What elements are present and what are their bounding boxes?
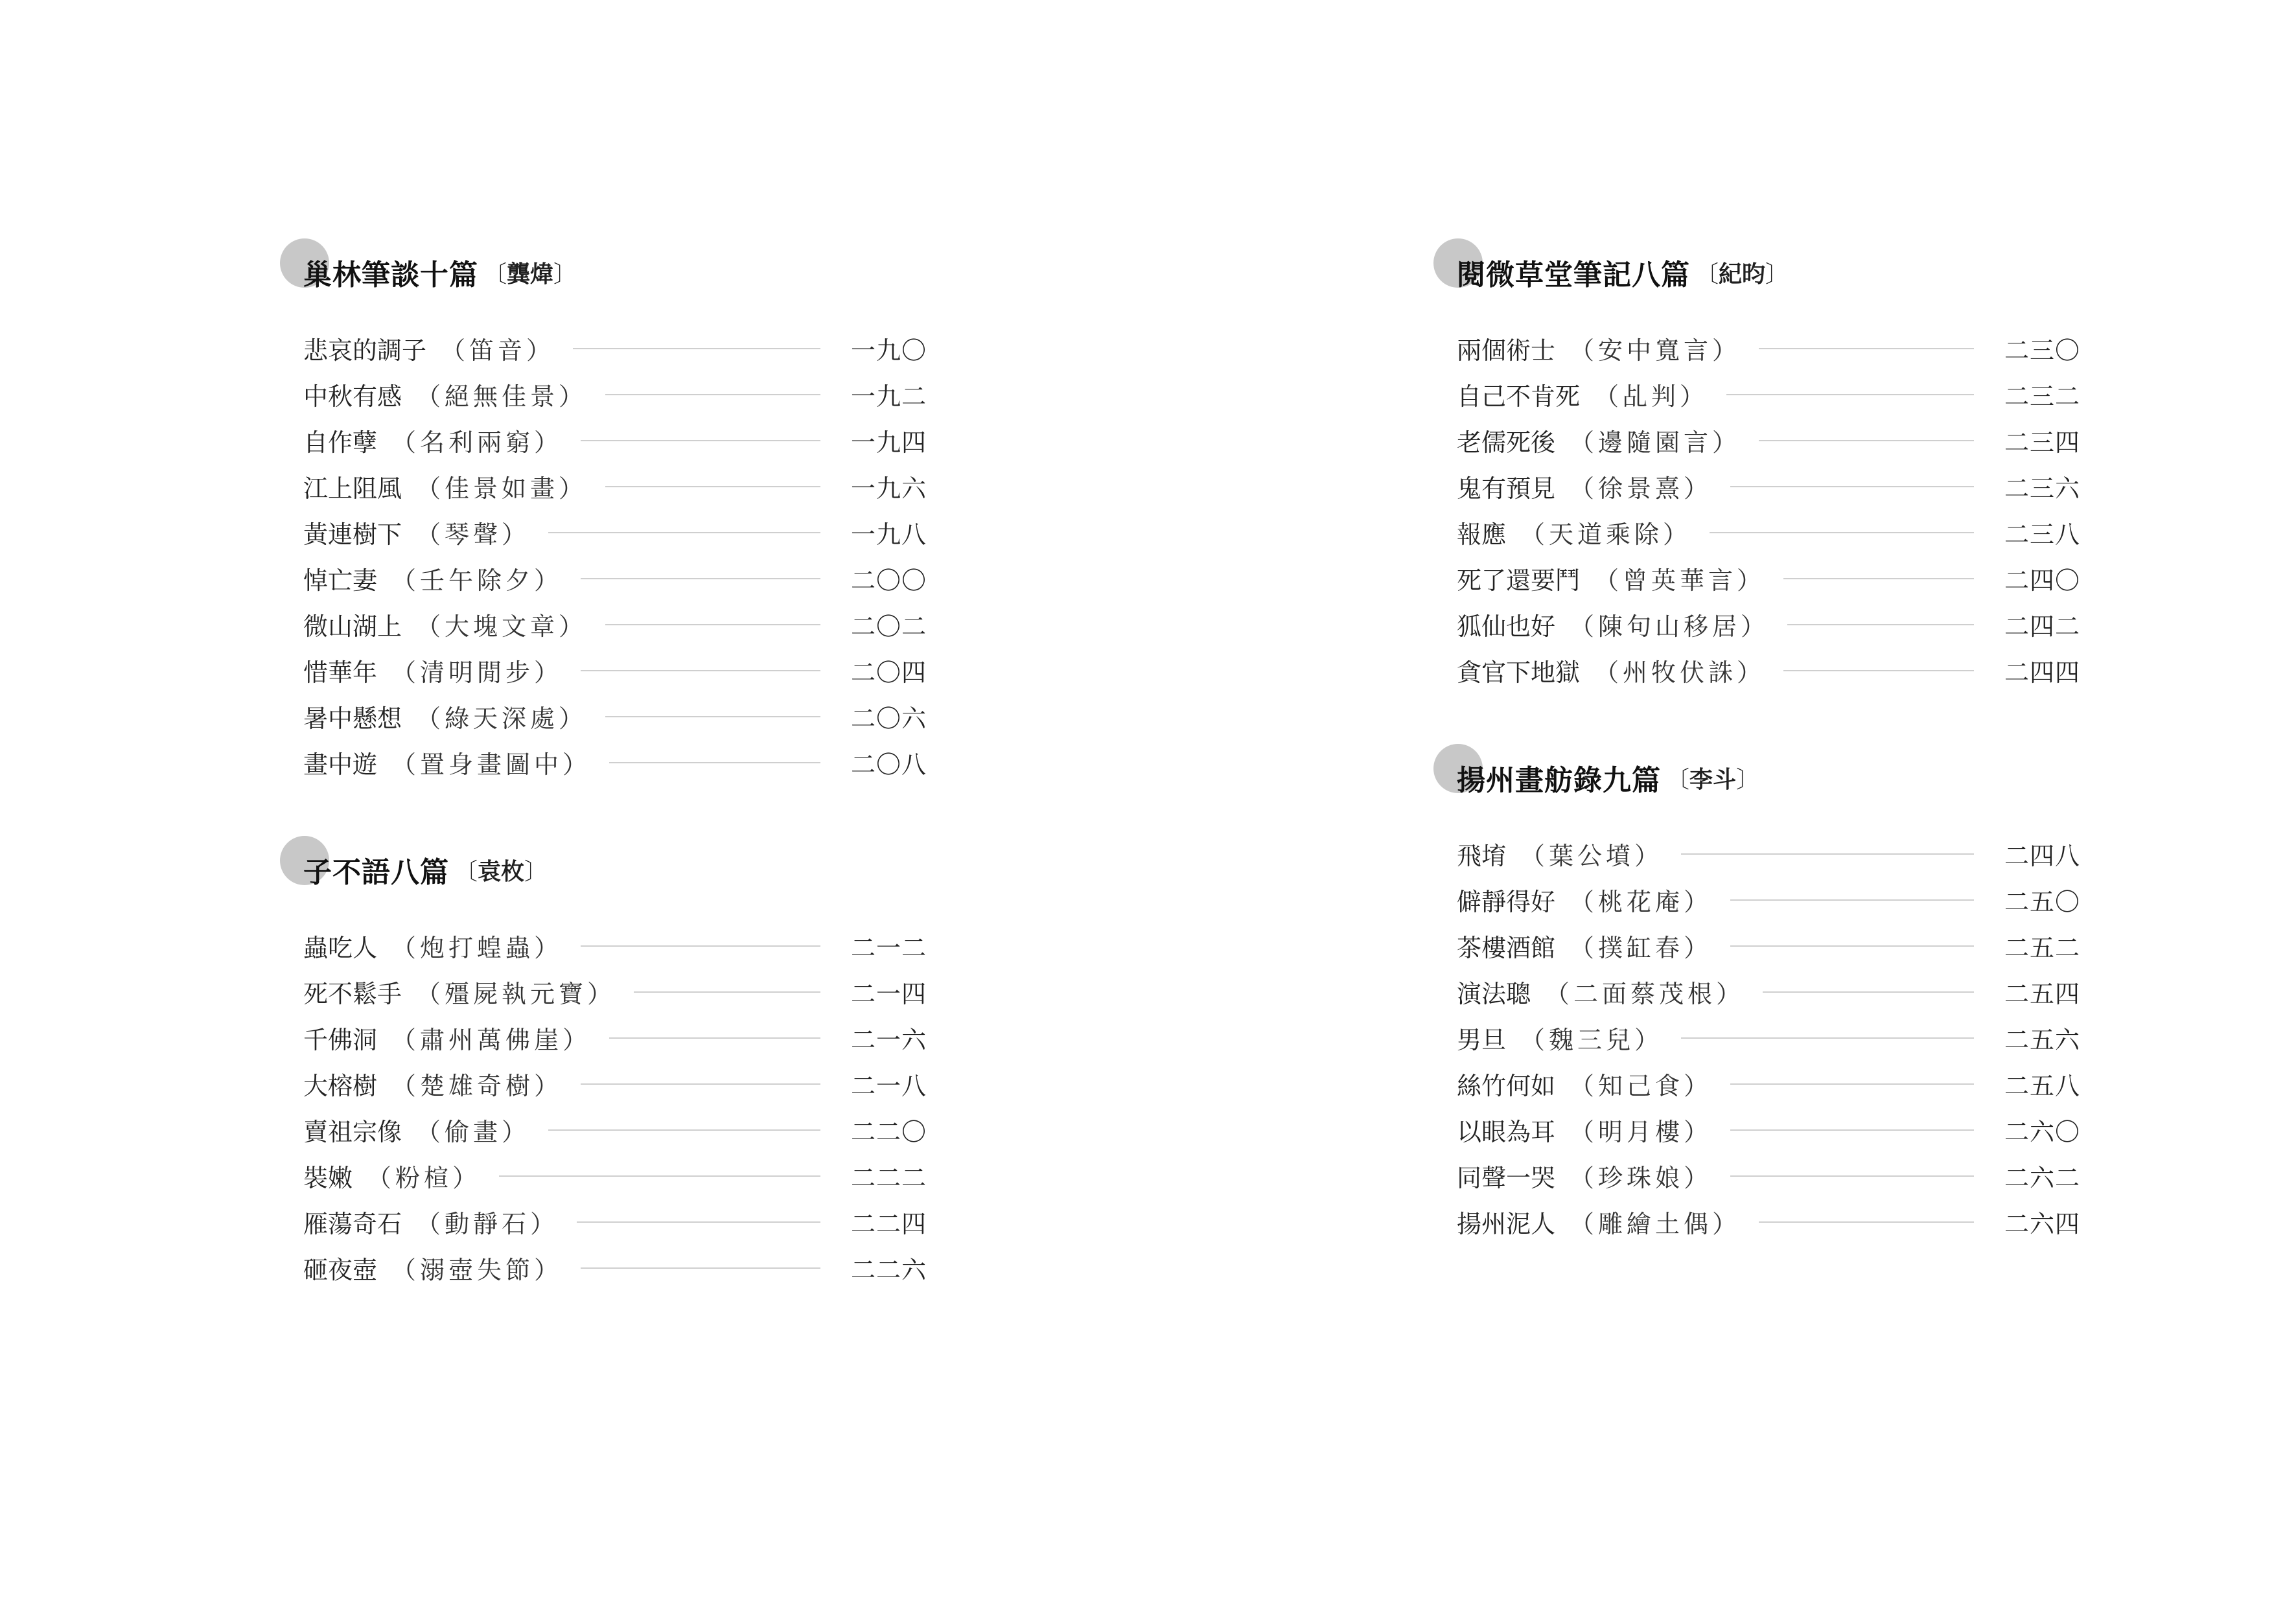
entry-page-number: 二六〇 (2004, 1118, 2080, 1146)
toc-entry[interactable] (285, 555, 927, 601)
toc-entry[interactable] (285, 509, 927, 555)
toc-entry[interactable] (285, 371, 927, 417)
entry-title: 千佛洞 (303, 1026, 378, 1054)
entry-subtitle: （ 大塊文章 ） (416, 607, 587, 642)
dotted-leader-line (1759, 1221, 1974, 1223)
toc-entry[interactable] (285, 325, 927, 371)
toc-entry[interactable] (1439, 1199, 2080, 1245)
toc-section (1439, 233, 2080, 693)
entry-subtitle: （ 佳景如畫 ） (416, 468, 587, 504)
entry-subtitle: （ 葉公墳 ） (1520, 836, 1663, 872)
entry-title: 男旦 (1457, 1026, 1507, 1054)
entry-subtitle: （ 雕繪土偶 ） (1570, 1204, 1741, 1240)
toc-entry[interactable] (1439, 1153, 2080, 1199)
entry-title: 自己不肯死 (1457, 382, 1581, 411)
entry-page-number: 二五四 (2004, 980, 2080, 1008)
entry-subtitle: （ 動靜石 ） (416, 1204, 559, 1240)
dotted-leader-line (548, 532, 820, 533)
toc-entry[interactable] (285, 463, 927, 509)
toc-entry[interactable] (285, 1107, 927, 1153)
entry-page-number: 一九〇 (850, 336, 927, 365)
entry-title: 微山湖上 (303, 612, 402, 641)
entry-subtitle: （ 珍珠娘 ） (1570, 1158, 1712, 1194)
entry-subtitle: （ 魏三兒 ） (1520, 1020, 1663, 1056)
toc-entry[interactable] (285, 693, 927, 739)
entry-page-number: 二三〇 (2004, 336, 2080, 365)
dotted-leader-line (1763, 991, 1974, 993)
toc-entry[interactable] (285, 1015, 927, 1061)
toc-entry[interactable] (1439, 371, 2080, 417)
entry-subtitle: （ 邊隨園言 ） (1570, 422, 1741, 458)
entry-subtitle: （ 肅州萬佛崖 ） (391, 1020, 591, 1056)
entry-page-number: 二一六 (850, 1026, 927, 1054)
section-title: 揚州畫舫錄九篇 (1457, 764, 1661, 797)
section-title: 巢林筆談十篇 (303, 259, 478, 292)
entry-page-number: 二四四 (2004, 658, 2080, 687)
entry-page-number: 二二六 (850, 1256, 927, 1284)
entry-title: 砸夜壺 (303, 1256, 378, 1284)
entry-title: 惜華年 (303, 658, 378, 687)
entry-title: 蟲吃人 (303, 934, 378, 962)
toc-entry[interactable] (285, 1061, 927, 1107)
entry-subtitle: （ 琴聲 ） (416, 514, 530, 550)
toc-entry[interactable] (1439, 555, 2080, 601)
dotted-leader-line (573, 348, 820, 349)
entry-title: 江上阻風 (303, 474, 402, 503)
toc-entry[interactable] (285, 1153, 927, 1199)
entry-page-number: 二四八 (2004, 842, 2080, 870)
toc-entry[interactable] (285, 417, 927, 463)
entry-subtitle: （ 楚雄奇樹 ） (391, 1066, 562, 1102)
dotted-leader-line (499, 1175, 820, 1177)
entry-title: 畫中遊 (303, 750, 378, 779)
dotted-leader-line (548, 1129, 820, 1131)
toc-entry[interactable] (1439, 969, 2080, 1015)
section-author: 〔 李斗 〕 (1666, 761, 1759, 794)
entry-subtitle: （ 撲缸春 ） (1570, 928, 1712, 964)
toc-entry[interactable] (1439, 601, 2080, 647)
entry-subtitle: （ 殭屍執元寶 ） (416, 974, 616, 1010)
entry-page-number: 一九八 (850, 520, 927, 549)
right-column (1439, 233, 2080, 1290)
entry-subtitle: （ 州牧伏誅 ） (1594, 653, 1765, 688)
entry-subtitle: （ 陳句山移居 ） (1570, 607, 1769, 642)
entry-subtitle: （ 置身畫圖中 ） (391, 745, 591, 780)
toc-entry[interactable] (1439, 1015, 2080, 1061)
dotted-leader-line (609, 762, 820, 763)
entry-title: 僻靜得好 (1457, 888, 1556, 916)
toc-section (1439, 739, 2080, 1245)
dotted-leader-line (609, 1037, 820, 1039)
left-column (285, 233, 927, 1336)
dotted-leader-line (1783, 670, 1974, 671)
entry-title: 裝嫩 (303, 1164, 353, 1192)
section-header (285, 831, 927, 908)
entry-page-number: 二四二 (2004, 612, 2080, 641)
entry-subtitle: （ 壬午除夕 ） (391, 561, 562, 596)
entry-title: 暑中懸想 (303, 704, 402, 733)
entry-page-number: 二四〇 (2004, 566, 2080, 595)
toc-entry[interactable] (1439, 417, 2080, 463)
entry-page-number: 二五二 (2004, 934, 2080, 962)
entry-page-number: 一九二 (850, 382, 927, 411)
dotted-leader-line (1730, 1175, 1974, 1177)
entry-list (285, 923, 927, 1291)
toc-section (285, 831, 927, 1291)
toc-entry[interactable] (1439, 1107, 2080, 1153)
dotted-leader-line (1730, 945, 1974, 947)
entry-title: 揚州泥人 (1457, 1210, 1556, 1238)
entry-page-number: 二五〇 (2004, 888, 2080, 916)
entry-page-number: 二一四 (850, 980, 927, 1008)
section-title: 子不語八篇 (303, 856, 449, 889)
dotted-leader-line (1783, 578, 1974, 579)
section-header (285, 233, 927, 311)
entry-title: 兩個術士 (1457, 336, 1556, 365)
entry-subtitle: （ 粉楦 ） (367, 1158, 481, 1194)
entry-page-number: 二五六 (2004, 1026, 2080, 1054)
entry-subtitle: （ 二面蔡茂根 ） (1545, 974, 1745, 1010)
entry-subtitle: （ 清明閒步 ） (391, 653, 562, 688)
entry-page-number: 二〇〇 (850, 566, 927, 595)
dotted-leader-line (634, 991, 820, 993)
entry-title: 大榕樹 (303, 1072, 378, 1100)
entry-page-number: 二六四 (2004, 1210, 2080, 1238)
entry-page-number: 二一二 (850, 934, 927, 962)
dotted-leader-line (581, 1083, 820, 1085)
entry-subtitle: （ 名利兩窮 ） (391, 422, 562, 458)
entry-page-number: 一九六 (850, 474, 927, 503)
dotted-leader-line (581, 440, 820, 441)
entry-title: 自作孽 (303, 428, 378, 457)
dotted-leader-line (581, 670, 820, 671)
toc-entry[interactable] (285, 601, 927, 647)
entry-title: 中秋有感 (303, 382, 402, 411)
toc-entry[interactable] (1439, 325, 2080, 371)
entry-page-number: 二〇四 (850, 658, 927, 687)
entry-subtitle: （ 乩判 ） (1594, 376, 1708, 412)
entry-title: 黃連樹下 (303, 520, 402, 549)
entry-subtitle: （ 綠天深處 ） (416, 699, 587, 734)
entry-subtitle: （ 笛音 ） (441, 330, 555, 366)
entry-title: 狐仙也好 (1457, 612, 1556, 641)
entry-list (285, 325, 927, 785)
entry-subtitle: （ 天道乘除 ） (1520, 514, 1691, 550)
dotted-leader-line (1730, 1129, 1974, 1131)
entry-page-number: 二六二 (2004, 1164, 2080, 1192)
dotted-leader-line (1759, 440, 1974, 441)
dotted-leader-line (1681, 1037, 1974, 1039)
dotted-leader-line (1730, 1083, 1974, 1085)
entry-page-number: 二三四 (2004, 428, 2080, 457)
dotted-leader-line (605, 624, 820, 625)
entry-title: 同聲一哭 (1457, 1164, 1556, 1192)
section-title: 閱微草堂筆記八篇 (1457, 259, 1690, 292)
dotted-leader-line (1730, 899, 1974, 901)
dotted-leader-line (1726, 394, 1974, 395)
entry-subtitle: （ 偷畫 ） (416, 1112, 530, 1148)
entry-subtitle: （ 溺壺失節 ） (391, 1250, 562, 1286)
entry-subtitle: （ 安中寬言 ） (1570, 330, 1741, 366)
section-author: 〔 袁枚 〕 (454, 853, 548, 886)
toc-entry[interactable] (1439, 831, 2080, 877)
dotted-leader-line (1787, 624, 1974, 625)
entry-page-number: 一九四 (850, 428, 927, 457)
toc-section (285, 233, 927, 785)
entry-page-number: 二二〇 (850, 1118, 927, 1146)
toc-entry[interactable] (285, 1245, 927, 1291)
entry-title: 貪官下地獄 (1457, 658, 1581, 687)
entry-subtitle: （ 曾英華言 ） (1594, 561, 1765, 596)
section-author: 〔 紀昀 〕 (1695, 256, 1789, 289)
toc-entry[interactable] (1439, 509, 2080, 555)
entry-page-number: 二三六 (2004, 474, 2080, 503)
dotted-leader-line (581, 1267, 820, 1269)
dotted-leader-line (1730, 486, 1974, 487)
entry-list (1439, 325, 2080, 693)
entry-subtitle: （ 徐景熹 ） (1570, 468, 1712, 504)
dotted-leader-line (577, 1221, 820, 1223)
toc-entry[interactable] (285, 969, 927, 1015)
toc-entry[interactable] (285, 923, 927, 969)
entry-page-number: 二〇六 (850, 704, 927, 733)
toc-entry[interactable] (1439, 923, 2080, 969)
dotted-leader-line (605, 486, 820, 487)
entry-subtitle: （ 炮打蝗蟲 ） (391, 928, 562, 964)
entry-subtitle: （ 絕無佳景 ） (416, 376, 587, 412)
entry-page-number: 二五八 (2004, 1072, 2080, 1100)
toc-entry[interactable] (285, 739, 927, 785)
entry-subtitle: （ 桃花庵 ） (1570, 882, 1712, 918)
dotted-leader-line (1710, 532, 1974, 533)
entry-list (1439, 831, 2080, 1245)
dotted-leader-line (605, 716, 820, 717)
entry-title: 飛堉 (1457, 842, 1507, 870)
dotted-leader-line (1759, 348, 1974, 349)
dotted-leader-line (605, 394, 820, 395)
entry-title: 悼亡妻 (303, 566, 378, 595)
entry-page-number: 二二四 (850, 1210, 927, 1238)
entry-subtitle: （ 知己食 ） (1570, 1066, 1712, 1102)
entry-title: 鬼有預見 (1457, 474, 1556, 503)
entry-title: 老儒死後 (1457, 428, 1556, 457)
entry-title: 演法聰 (1457, 980, 1531, 1008)
entry-page-number: 二〇八 (850, 750, 927, 779)
dotted-leader-line (1681, 853, 1974, 855)
section-header (1439, 739, 2080, 816)
entry-page-number: 二〇二 (850, 612, 927, 641)
entry-subtitle: （ 明月樓 ） (1570, 1112, 1712, 1148)
section-header (1439, 233, 2080, 311)
toc-entry[interactable] (1439, 1061, 2080, 1107)
entry-title: 悲哀的調子 (303, 336, 427, 365)
entry-title: 報應 (1457, 520, 1507, 549)
toc-entry[interactable] (1439, 647, 2080, 693)
dotted-leader-line (581, 945, 820, 947)
entry-page-number: 二三二 (2004, 382, 2080, 411)
toc-entry[interactable] (1439, 877, 2080, 923)
entry-title: 死不鬆手 (303, 980, 402, 1008)
entry-title: 雁蕩奇石 (303, 1210, 402, 1238)
entry-title: 茶樓酒館 (1457, 934, 1556, 962)
toc-entry[interactable] (1439, 463, 2080, 509)
toc-entry[interactable] (285, 1199, 927, 1245)
toc-entry[interactable] (285, 647, 927, 693)
entry-title: 以眼為耳 (1457, 1118, 1556, 1146)
entry-page-number: 二二二 (850, 1164, 927, 1192)
entry-title: 絲竹何如 (1457, 1072, 1556, 1100)
entry-title: 死了還要鬥 (1457, 566, 1581, 595)
entry-title: 賣祖宗像 (303, 1118, 402, 1146)
dotted-leader-line (581, 578, 820, 579)
entry-page-number: 二三八 (2004, 520, 2080, 549)
entry-page-number: 二一八 (850, 1072, 927, 1100)
section-author: 〔 龔煒 〕 (483, 256, 577, 289)
